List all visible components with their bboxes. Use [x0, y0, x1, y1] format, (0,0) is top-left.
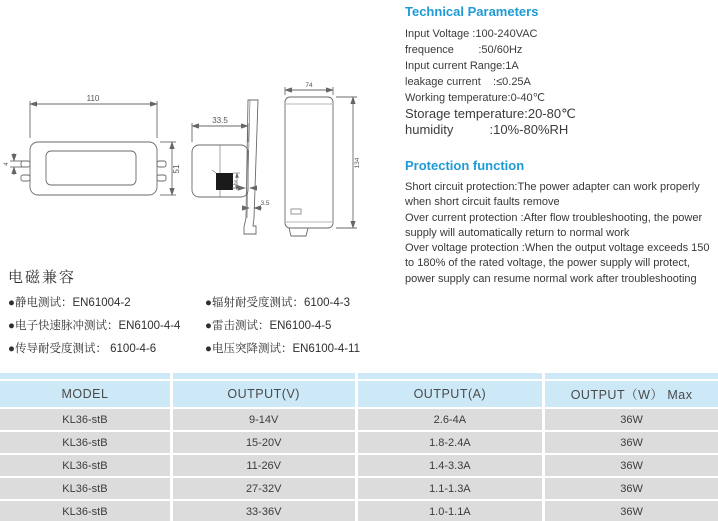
- drawings-svg: [0, 78, 400, 268]
- table-cell-model: KL36-stB: [0, 409, 170, 430]
- emc-test-conducted: ●传导耐受度测试： 6100-4-6: [8, 343, 157, 355]
- technical-parameters-section: [405, 4, 717, 138]
- table-cell-model: KL36-stB: [0, 455, 170, 476]
- emc-test-lightning: ●雷击测试：EN6100-4-5: [205, 320, 332, 332]
- front-width-dim-label: 110: [86, 94, 100, 103]
- standing-height-dim-label: 134: [354, 157, 361, 169]
- table-cell-output-w: 36W: [545, 478, 718, 499]
- front-view-drawing: [10, 101, 176, 195]
- table-cell-output-v: 15-20V: [173, 432, 355, 453]
- table-cell-output-v: 27-32V: [173, 478, 355, 499]
- front-height-dim-label: 51: [172, 164, 181, 174]
- spec-input-current-range: Input current Range:1A: [405, 60, 519, 72]
- table-header-output-v: OUTPUT(V): [173, 381, 355, 407]
- table-header-model: MODEL: [0, 381, 170, 407]
- table-cell-output-a: 1.1-1.3A: [358, 478, 543, 499]
- table-cell-output-a: 2.6-4A: [358, 409, 543, 430]
- table-cell-output-w: 36W: [545, 409, 718, 430]
- table-cell-output-w: 36W: [545, 501, 718, 521]
- spec-leakage-current: leakage current :≤0.25A: [405, 76, 531, 88]
- protection-function-section: [405, 158, 718, 287]
- emc-title: 电磁兼容: [8, 269, 77, 286]
- emc-section: [8, 266, 398, 356]
- table-cell-output-a: 1.8-2.4A: [358, 432, 543, 453]
- protection-function-title: Protection function: [405, 158, 525, 173]
- emc-test-voltage-dip: ●电压突降测试：EN6100-4-11: [205, 343, 360, 355]
- protection-over-voltage: Over voltage protection :When the output voltage exceeds 150 to 180% of the rated voltage, the power supply will protect, power supply can resume normal work after troubleshooting: [405, 242, 710, 285]
- spec-working-temperature: Working temperature:0-40℃: [405, 92, 545, 104]
- table-cell-output-v: 9-14V: [173, 409, 355, 430]
- table-top-strip: [545, 373, 718, 379]
- table-top-strip: [358, 373, 543, 379]
- table-cell-model: KL36-stB: [0, 501, 170, 521]
- emc-test-radiation: ●辐射耐受度测试：6100-4-3: [205, 297, 350, 309]
- output-spec-table: [0, 373, 718, 521]
- table-cell-output-v: 33-36V: [173, 501, 355, 521]
- end-view-drawing: [192, 123, 248, 197]
- table-cell-model: KL36-stB: [0, 478, 170, 499]
- standing-view-drawing: [285, 87, 357, 236]
- table-cell-output-v: 11-26V: [173, 455, 355, 476]
- emc-test-electrostatic: ●静电测试：EN61004-2: [8, 297, 131, 309]
- emc-test-list: [8, 297, 398, 356]
- table-cell-output-w: 36W: [545, 455, 718, 476]
- protection-over-current: Over current protection :After flow troubleshooting, the power supply will automatically return to normal work: [405, 211, 703, 239]
- table-header-output-w-max: OUTPUT（W） Max: [545, 381, 718, 407]
- spec-storage-temperature: Storage temperature:20-80℃: [405, 106, 576, 121]
- end-width-dim-label: 33.5: [212, 116, 228, 125]
- table-cell-output-a: 1.0-1.1A: [358, 501, 543, 521]
- standing-width-dim-label: 74: [305, 82, 313, 89]
- spec-humidity: humidity :10%-80%RH: [405, 122, 569, 137]
- profile-view-drawing: [232, 100, 262, 234]
- emc-test-fast-transient: ●电子快速脉冲测试：EN6100-4-4: [8, 320, 181, 332]
- spec-frequency: frequence :50/60Hz: [405, 44, 523, 56]
- table-cell-model: KL36-stB: [0, 432, 170, 453]
- technical-parameters-title: Technical Parameters: [405, 4, 539, 19]
- spec-input-voltage: Input Voltage :100-240VAC: [405, 28, 538, 40]
- table-top-strip: [0, 373, 170, 379]
- profile-thickness-dim-label: 2: [233, 180, 237, 187]
- table-header-output-a: OUTPUT(A): [358, 381, 543, 407]
- dimension-drawings: [0, 78, 400, 268]
- front-clip-dim-label: 4: [3, 162, 10, 166]
- table-cell-output-a: 1.4-3.3A: [358, 455, 543, 476]
- table-cell-output-w: 36W: [545, 432, 718, 453]
- protection-short-circuit: Short circuit protection:The power adapter can work properly when short circuit faults remove: [405, 181, 700, 209]
- table-top-strip: [173, 373, 355, 379]
- profile-foot-dim-label: 3.5: [260, 200, 270, 207]
